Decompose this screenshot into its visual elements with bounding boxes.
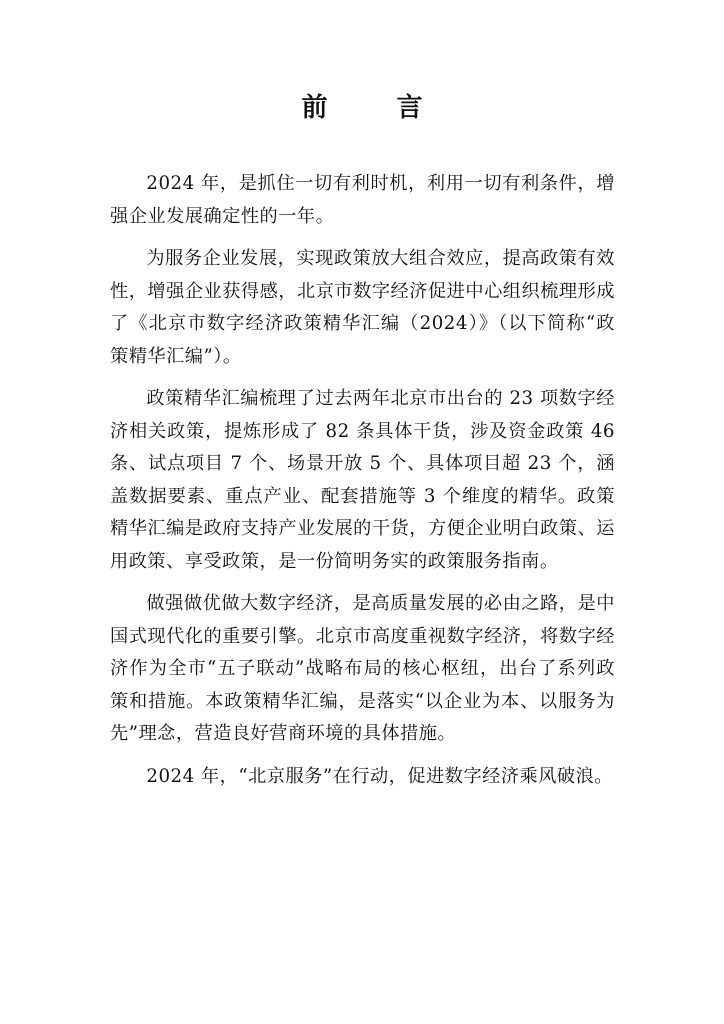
document-body [110,168,615,803]
paragraph: 做强做优做大数字经济，是高质量发展的必由之路，是中国式现代化的重要引擎。北京市高度重视数字经济，将数字经济作为全市“五子联动”战略布局的核心枢纽，出台了系列政策和措施。本政策精华汇编，是落实“以企业为本、以服务为先”理念，营造良好营商环境的具体措施。 [110,593,615,744]
page-title: 前 言 [301,93,453,123]
paragraph: 2024 年，是抓住一切有利时机，利用一切有利条件，增强企业发展确定性的一年。 [110,173,615,227]
paragraph: 2024 年，“北京服务”在行动，促进数字经济乘风破浪。 [146,765,613,787]
paragraph: 政策精华汇编梳理了过去两年北京市出台的 23 项数字经济相关政策，提炼形成了 82 条具体干货，涉及资金政策 46 条、试点项目 7 个、场景开放 5 个、具体项目超 23 个，涵盖数据要素、重点产业、配套措施等 3 个维度的精华。政策精华汇编是政府支持产业发展的干货，方便企业明白政策、运用政策、享受政策，是一份简明务实的政策服务指南。 [110,388,615,572]
paragraph: 为服务企业发展，实现政策放大组合效应，提高政策有效性，增强企业获得感，北京市数字经济促进中心组织梳理形成了《北京市数字经济政策精华汇编（2024）》（以下简称“政策精华汇编”）。 [110,248,615,367]
